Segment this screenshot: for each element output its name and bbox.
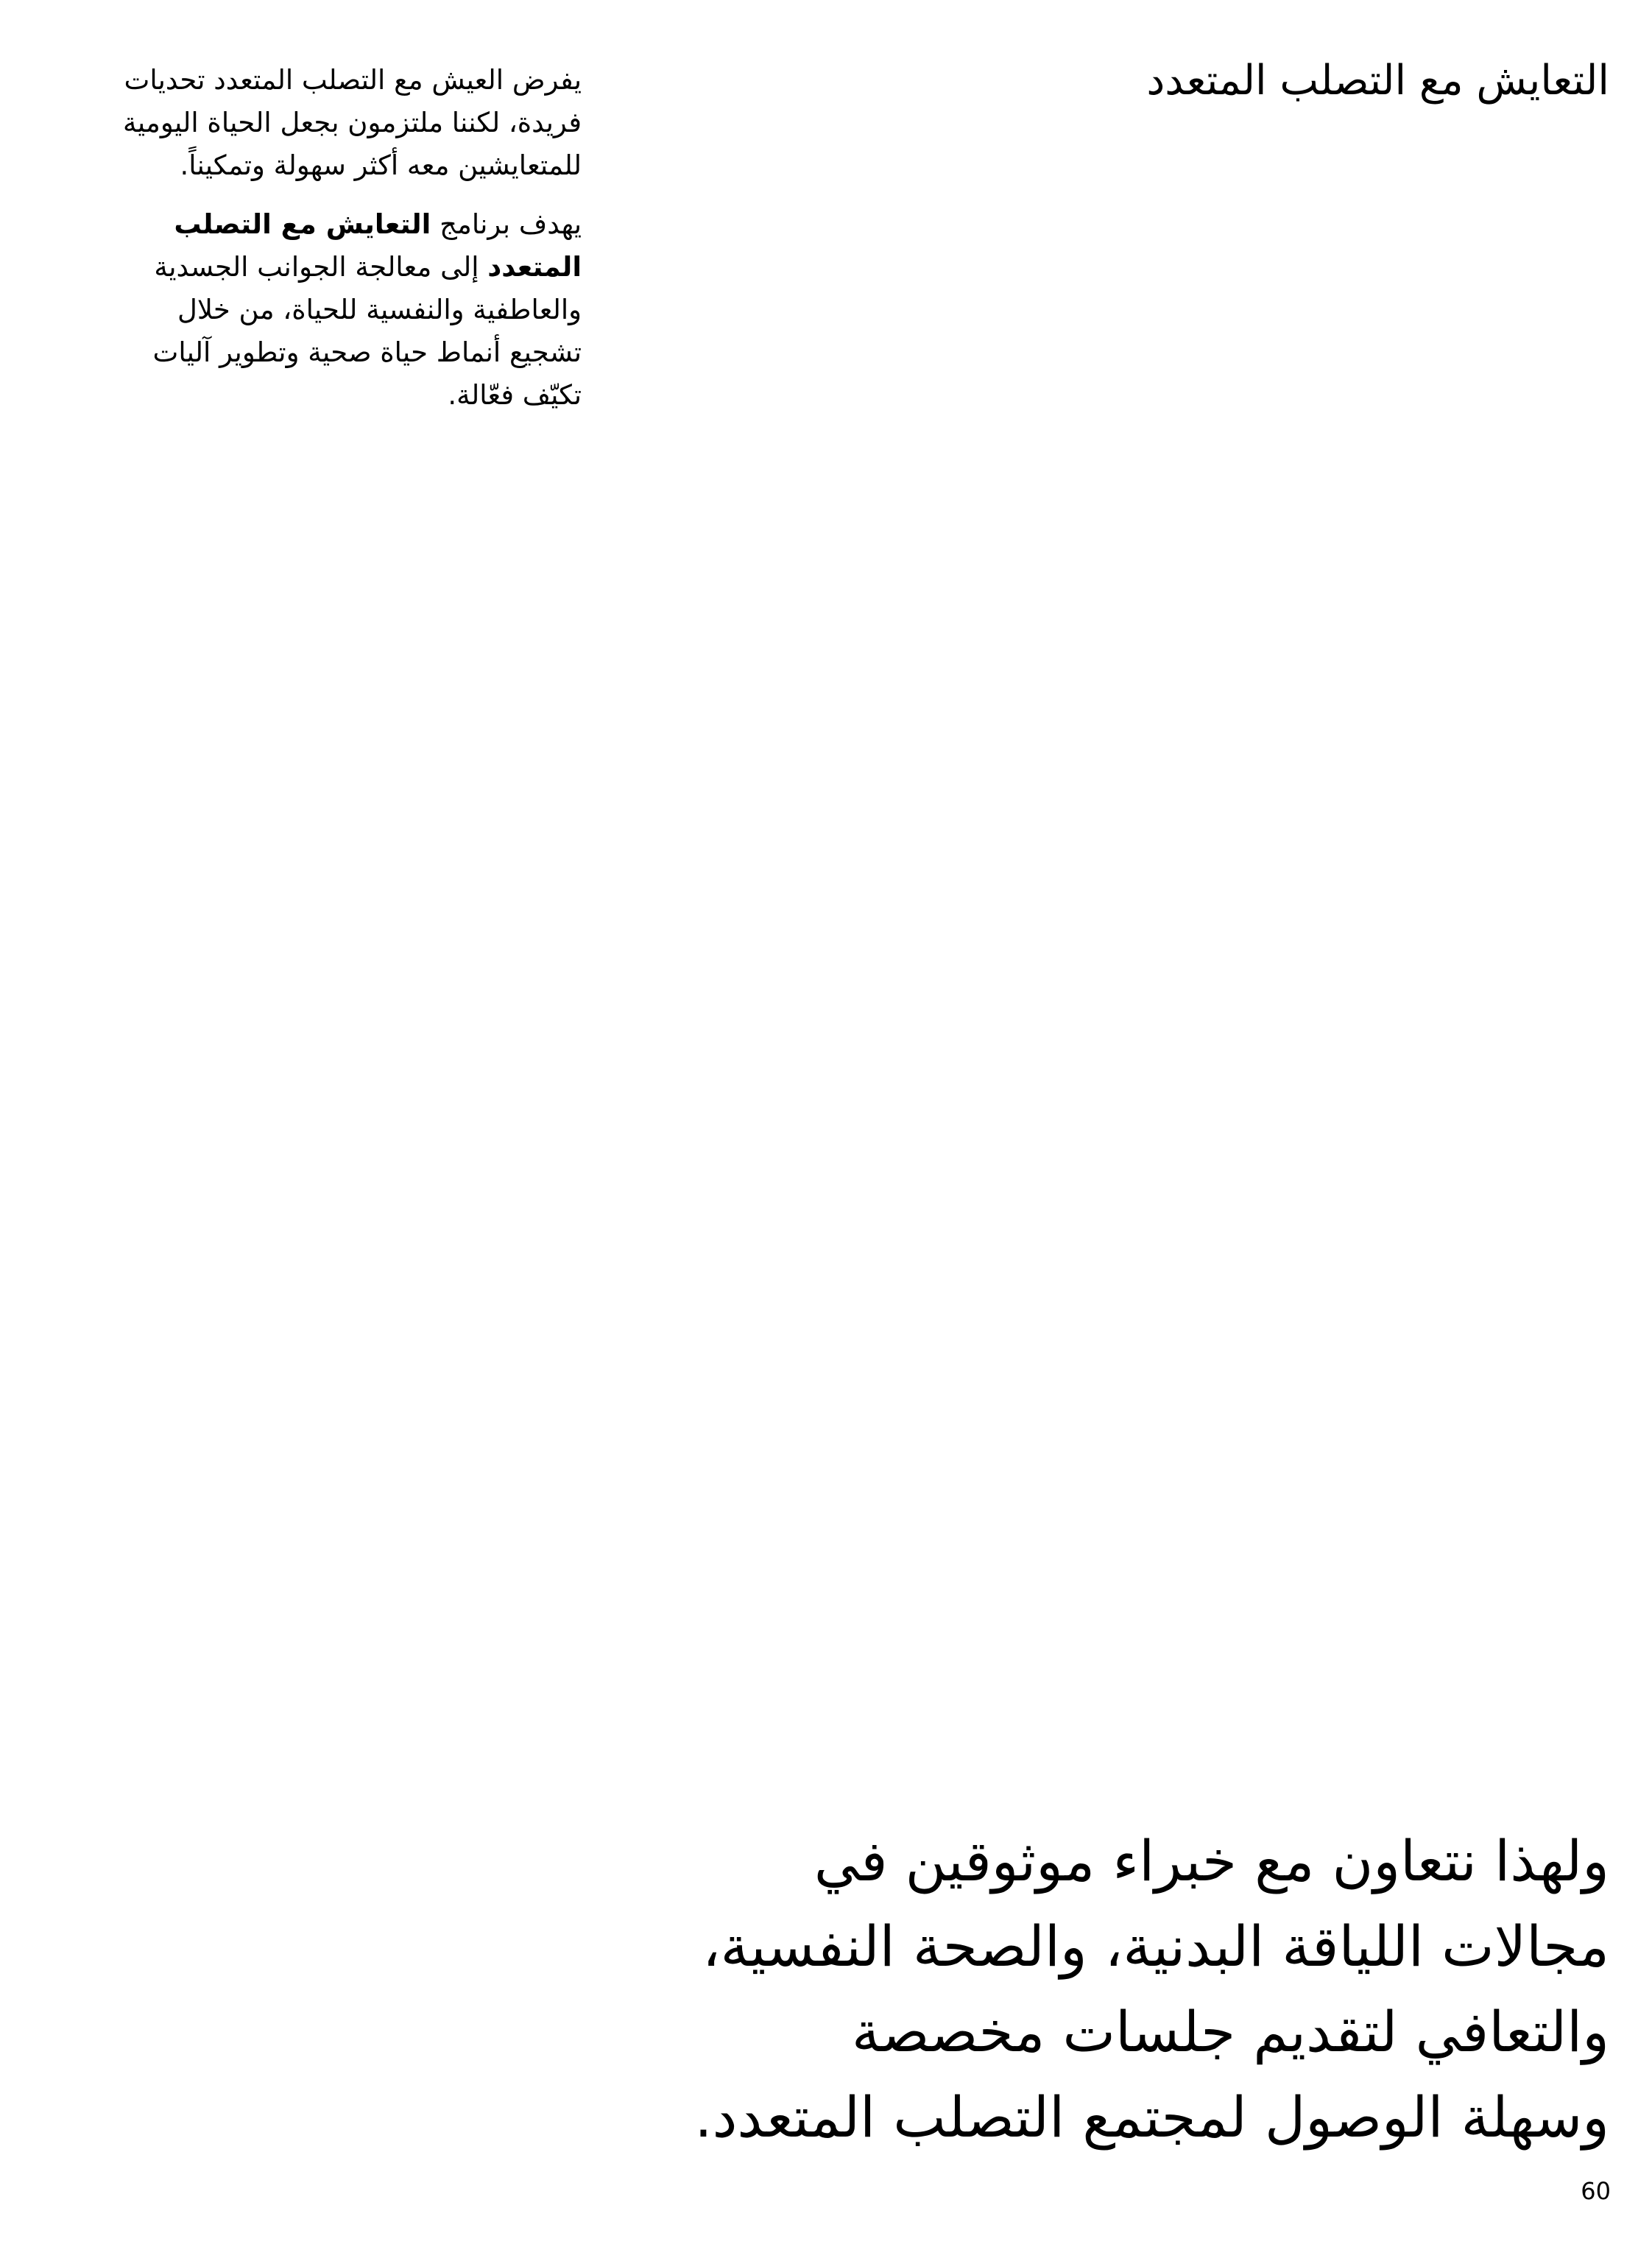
pull-quote-line-2: مجالات اللياقة البدنية، والصحة النفسية،	[702, 1913, 1609, 1979]
pull-quote	[534, 1819, 1609, 2160]
intro-paragraph-2-rest: إلى معالجة الجوانب الجسدية والعاطفية والنفسية للحياة، من خلال تشجيع أنماط حياة صحية وتطوير آليات تكيّف فعّالة.	[152, 251, 582, 411]
program-name: التعايش مع التصلب المتعدد	[174, 208, 582, 283]
page-number: 60	[1581, 2177, 1611, 2205]
pull-quote-line-4: وسهلة الوصول لمجتمع التصلب المتعدد.	[694, 2084, 1609, 2150]
page-title: التعايش مع التصلب المتعدد	[1146, 57, 1609, 105]
intro-column	[110, 59, 582, 433]
pull-quote-line-3: والتعافي لتقديم جلسات مخصصة	[851, 1999, 1609, 2064]
intro-paragraph-1: يفرض العيش مع التصلب المتعدد تحديات فريدة، لكننا ملتزمون بجعل الحياة اليومية للمتعايشين معه أكثر سهولة وتمكيناً.	[123, 64, 582, 181]
intro-paragraph-2-lead: يهدف برنامج	[431, 208, 582, 240]
pull-quote-line-1: ولهذا نتعاون مع خبراء موثوقين في	[813, 1828, 1609, 1894]
intro-paragraph-2	[110, 203, 582, 417]
